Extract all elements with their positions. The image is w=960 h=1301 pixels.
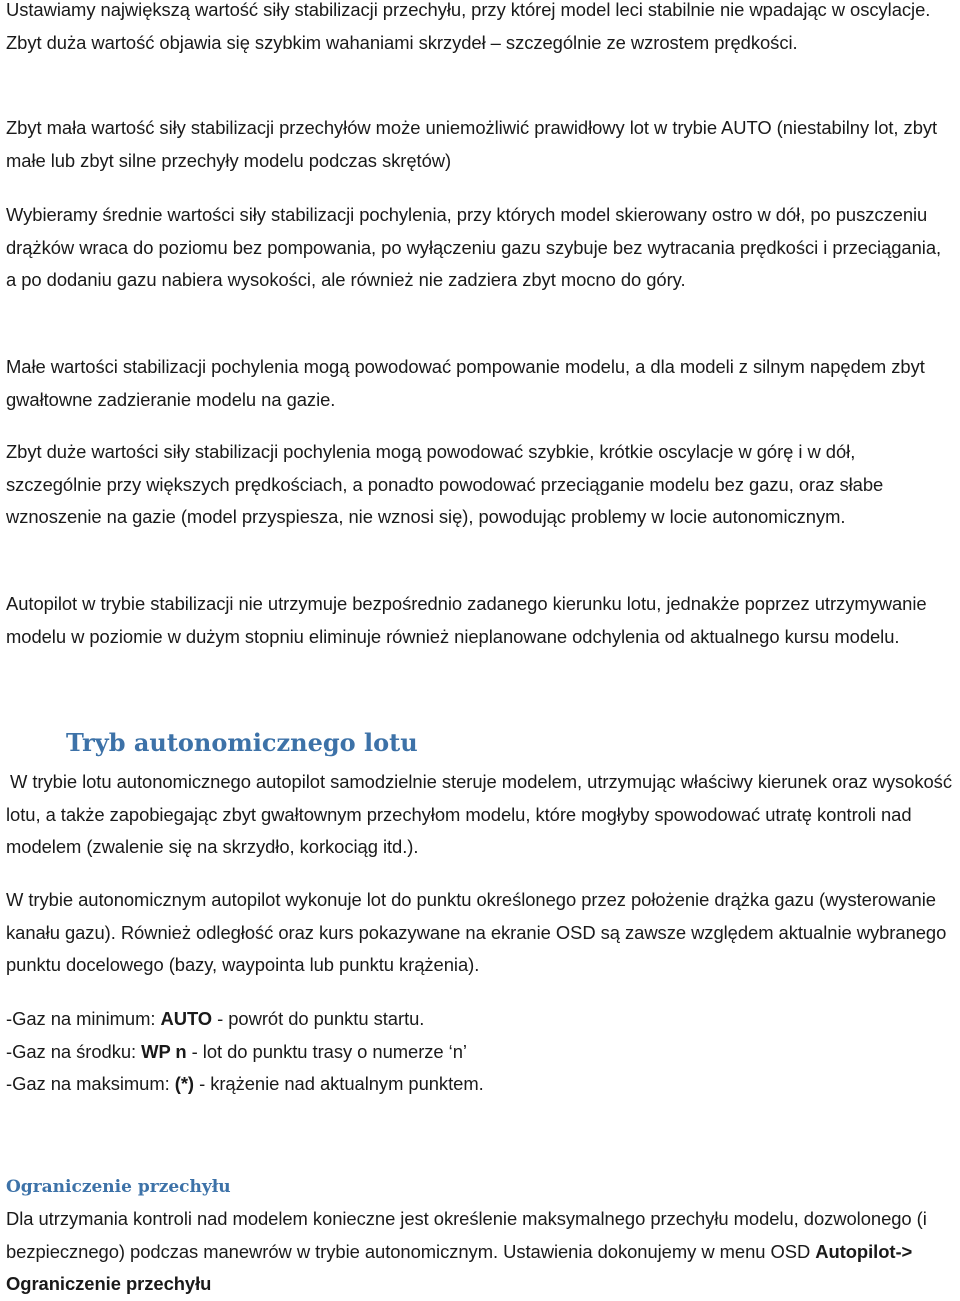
- list-item-desc: - krążenie nad aktualnym punktem.: [194, 1073, 484, 1094]
- list-item: [6, 1036, 484, 1069]
- list-item-prefix: -Gaz na środku:: [6, 1040, 142, 1062]
- list-item-mode: (*): [174, 1073, 195, 1094]
- paragraph-autonomous-target-point: W trybie autonomicznym autopilot wykonuje lot do punktu określonego przez położenie drążka gazu (wysterowanie kanału gazu). Również odległość oraz kurs pokazywane na ekranie OSD są zawsze względem aktualnie wybranego punktu docelowego (bazy, waypointa lub punktu krążenia).: [6, 889, 947, 975]
- list-item-desc: - lot do punktu trasy o numerze ‘n’: [186, 1040, 467, 1062]
- paragraph-bank-limit: [6, 1203, 954, 1301]
- paragraph-roll-stabilization-max: Ustawiamy największą wartość siły stabilizacji przechyłu, przy której model leci stabilnie nie wpadając w oscylacje. Zbyt duża wartość objawia się szybkim wahaniami skrzydeł – szczególnie ze wzrostem prędkości.: [6, 0, 931, 53]
- list-item-mode: AUTO: [160, 1008, 213, 1029]
- paragraph-autopilot-stabilization-mode: Autopilot w trybie stabilizacji nie utrzymuje bezpośrednio zadanego kierunku lotu, jednakże poprzez utrzymywanie modelu w poziomie w dużym stopniu eliminuje również nieplanowane odchylenia od aktualnego kursu modelu.: [6, 593, 927, 647]
- paragraph-autonomous-mode-intro: [6, 766, 954, 864]
- paragraph-pitch-stabilization-medium: Wybieramy średnie wartości siły stabilizacji pochylenia, przy których model skierowany ostro w dół, po puszczeniu drążków wraca do poziomu bez pompowania, po wyłączeniu gazu szybuje bez wytracania prędkości i przeciągania, a po dodaniu gazu nabiera wysokości, ale również nie zadziera zbyt mocno do góry.: [6, 204, 942, 290]
- paragraph-roll-stabilization-low: Zbyt mała wartość siły stabilizacji przechyłów może uniemożliwić prawidłowy lot w trybie AUTO (niestabilny lot, zbyt małe lub zbyt silne przechyły modelu podczas skrętów): [6, 117, 938, 171]
- list-item-prefix: -Gaz na maksimum:: [6, 1073, 175, 1094]
- heading-autonomous-mode: Tryb autonomicznego lotu: [66, 728, 418, 757]
- list-item: [6, 1068, 484, 1101]
- list-item: [6, 1003, 484, 1036]
- menu-path: Autopilot-> Ograniczenie przechyłu: [6, 1240, 913, 1294]
- list-item-desc: - powrót do punktu startu.: [212, 1008, 425, 1029]
- paragraph-bank-limit-text: Dla utrzymania kontroli nad modelem konieczne jest określenie maksymalnego przechyłu modelu, dozwolonego (i bezpiecznego) podczas manewrów w trybie autonomicznym. Ustawienia dokonujemy w menu OSD: [6, 1208, 927, 1262]
- throttle-mode-list: [6, 1003, 484, 1101]
- list-item-prefix: -Gaz na minimum:: [6, 1008, 161, 1029]
- heading-bank-limit: Ograniczenie przechyłu: [6, 1177, 231, 1197]
- list-item-mode: WP n: [141, 1040, 187, 1062]
- paragraph-pitch-stabilization-low: Małe wartości stabilizacji pochylenia mogą powodować pompowanie modelu, a dla modeli z silnym napędem zbyt gwałtowne zadzieranie modelu na gazie.: [6, 356, 925, 410]
- paragraph-pitch-stabilization-high: Zbyt duże wartości siły stabilizacji pochylenia mogą powodować szybkie, krótkie oscylacje w górę i w dół, szczególnie przy większych prędkościach, a ponadto powodować przeciąganie modelu bez gazu, oraz słabe wznoszenie na gazie (model przyspiesza, nie wznosi się), powodując problemy w locie autonomicznym.: [6, 441, 884, 527]
- paragraph-autonomous-mode-intro-text: W trybie lotu autonomicznego autopilot samodzielnie steruje modelem, utrzymując właściwy kierunek oraz wysokość lotu, a także zapobiegając zbyt gwałtownym przechyłom modelu, które mogłyby spowodować utratę kontroli nad modelem (zwalenie się na skrzydło, korkociąg itd.).: [6, 771, 952, 857]
